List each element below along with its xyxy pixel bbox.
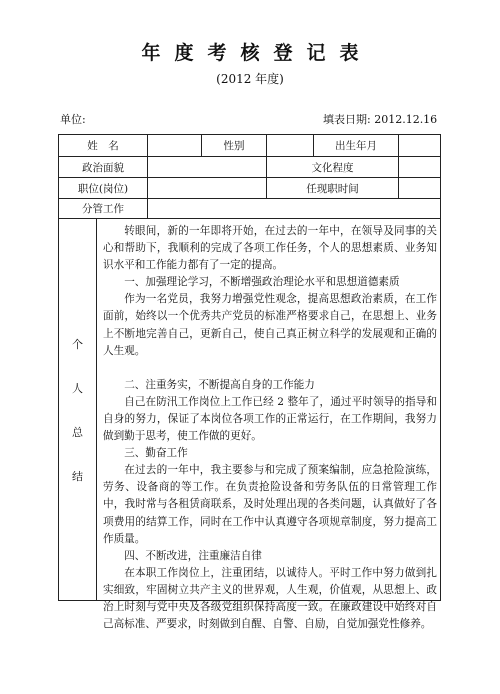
position-label: 职位(岗位) [59,178,148,198]
summary-heading: 四、不断改进，注重廉洁自律 [124,549,262,562]
document-title: 年度考核登记表 [141,42,373,64]
form-row-position [59,178,440,199]
political-value[interactable] [148,157,267,177]
birth-value[interactable] [399,135,442,156]
duty-value[interactable] [148,199,442,218]
fill-date: 填表日期: 2012.12.16 [323,113,438,126]
gender-value[interactable] [267,135,314,156]
summary-char-1: 个 [72,337,83,351]
personal-summary-text [103,223,437,633]
gender-label: 性别 [202,135,267,156]
duty-label: 分管工作 [59,199,148,218]
summary-paragraph: 在本职工作岗位上，注重团结，以诚待人。平时工作中努力做到扎实细致，牢固树立共产主义的世界观，人生观，价值观，从思想上、政治上时刻与党中央及各级党组织保持高度一致。在廉政建设中始终对自己高标准、严要求，时刻做到自醒、自警、自励，自觉加强党性修养。 [103,566,437,631]
document-year: (2012 年度) [216,72,284,86]
summary-char-3: 总 [72,425,83,439]
political-label: 政治面貌 [59,157,148,177]
position-value[interactable] [148,178,267,198]
form-row-duty [59,199,440,219]
summary-heading: 三、勤奋工作 [124,447,188,460]
summary-char-4: 结 [72,469,83,483]
form-row-political [59,157,440,178]
summary-heading: 一、加强理论学习，不断增强政治理论水平和思想道德素质 [124,276,400,289]
summary-heading: 二、注重务实，不断提高自身的工作能力 [124,378,315,391]
assessment-form [58,134,441,631]
form-row-basic-info [59,135,440,157]
summary-paragraph: 转眼间，新的一年即将开始，在过去的一年中，在领导及同事的关心和帮助下，我顺利的完成了各项工作任务，个人的思想素质、业务知识水平和工作能力都有了一定的提高。 [103,225,437,272]
summary-paragraph: 自己在防汛工作岗位上工作已经 2 整年了，通过平时领导的指导和自身的努力，保证了本岗位各项工作的正常运行，在工作期间，我努力做到勤于思考，使工作做的更好。 [103,395,437,443]
summary-char-2: 人 [72,381,83,395]
tenure-value[interactable] [399,178,442,198]
tenure-label: 任现职时间 [267,178,399,198]
education-value[interactable] [399,157,442,177]
summary-paragraph: 在过去的一年中，我主要参与和完成了预案编制，应急抢险演练，劳务、设备商的等工作。在负责抢险设备和劳务队伍的日常管理工作中，我时常与各租赁商联系，及时处理出现的各类问题，认真做好了各项费用的结算工作，同时在工作中认真遵守各项规章制度，努力提高工作质量。 [103,464,437,545]
personal-summary-label [59,219,97,600]
birth-label: 出生年月 [314,135,399,156]
name-value[interactable] [148,135,202,156]
unit-label: 单位: [60,113,86,126]
name-label: 姓 名 [59,135,148,156]
education-label: 文化程度 [267,157,399,177]
summary-paragraph: 作为一名党员，我努力增强党性观念，提高思想政治素质，在工作面前，始终以一个优秀共产党员的标准严格要求自己，在思想上、业务上不断地完善自己，更新自己，使自己真正树立科学的发展观和正确的人生观。 [103,293,437,357]
summary-spacer [103,360,437,377]
